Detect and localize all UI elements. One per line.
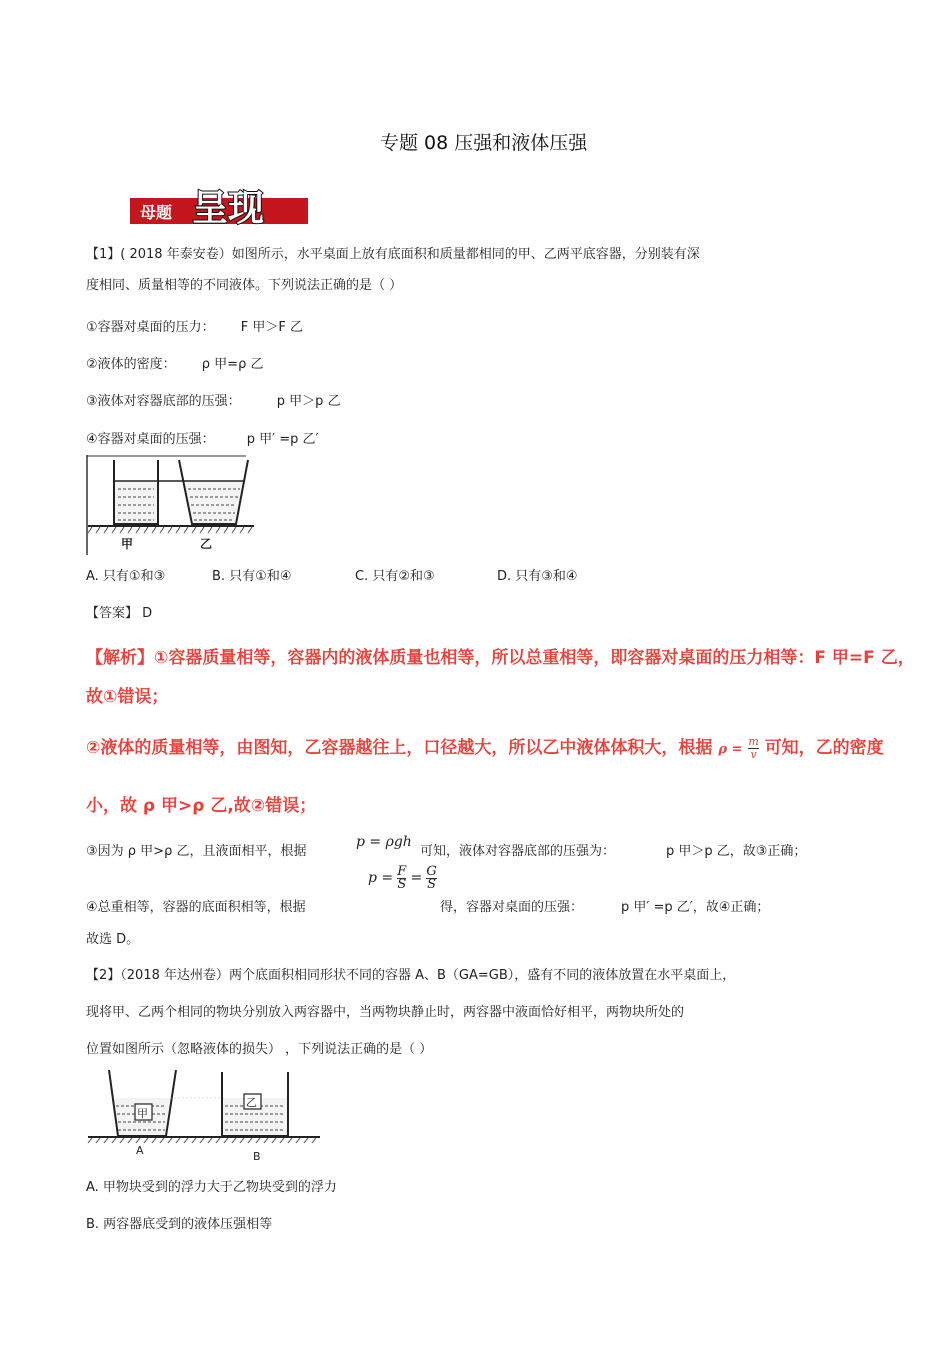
- q1-option-a: A. 只有①和③: [86, 569, 166, 584]
- q2-option-b: B. 两容器底受到的液体压强相等: [86, 1217, 273, 1232]
- analysis-line3: [86, 733, 884, 761]
- q1-statement-2: [86, 353, 263, 372]
- q2-container-diagram: [86, 1070, 322, 1166]
- tabletop-hatching: [88, 1138, 316, 1143]
- statement-label: ①容器对桌面的压力：: [86, 320, 215, 335]
- q1-conclusion: 故选 D。: [86, 932, 140, 947]
- statement-value: p 甲′ =p 乙′: [246, 432, 319, 447]
- q1-figure: [86, 455, 256, 555]
- analysis-line6-mid: 得，容器对桌面的压强：: [440, 900, 584, 915]
- label-jia: 甲: [121, 537, 134, 551]
- fraction-f-over-s: [397, 866, 406, 891]
- block-yi-label: 乙: [246, 1096, 257, 1109]
- statement-value: ρ 甲=ρ 乙: [201, 357, 264, 372]
- q2-stem-line1: 【2】（2018 年达州卷）两个底面积相同形状不同的容器 A、B（GA=GB），盛有不同的液体放置在水平桌面上，: [86, 968, 736, 983]
- q1-option-d: D. 只有③和④: [497, 569, 578, 584]
- mother-question-banner: [130, 182, 308, 226]
- q1-option-b: B. 只有①和④: [212, 569, 292, 584]
- statement-value: p 甲＞p 乙: [276, 394, 341, 409]
- q1-container-diagram: [86, 455, 256, 555]
- analysis-line6-end: p 甲′ =p 乙′，故④正确；: [621, 900, 770, 915]
- analysis-text: 可知，乙的密度: [764, 738, 884, 758]
- q1-statement-4: [86, 428, 319, 447]
- fraction-numerator: m: [748, 734, 759, 748]
- analysis-line2: 故①错误；: [86, 687, 169, 707]
- banner-right-text: 呈现: [192, 188, 265, 226]
- statement-value: F 甲＞F 乙: [240, 320, 304, 335]
- q2-stem-line3: 位置如图所示（忽略液体的损失） ，下列说法正确的是（ ）: [86, 1042, 433, 1057]
- container-yi-liquid: [184, 481, 244, 524]
- block-jia-label: 甲: [137, 1107, 148, 1120]
- tabletop-hatching: [88, 527, 252, 533]
- analysis-line4: 小，故 ρ 甲>ρ 乙,故②错误；: [86, 796, 317, 816]
- analysis-text: ②液体的质量相等，由图知，乙容器越往上，口径越大，所以乙中液体体积大，根据: [86, 738, 713, 758]
- statement-label: ④容器对桌面的压强：: [86, 432, 215, 447]
- density-formula-lhs: ρ =: [718, 742, 743, 757]
- formula-lhs: p =: [368, 870, 394, 886]
- analysis-line6: ④总重相等，容器的底面积相等，根据: [86, 900, 306, 915]
- analysis-line5-end: p 甲＞p 乙，故③正确；: [666, 844, 807, 859]
- banner-left-text: 母题: [140, 203, 173, 222]
- q2-option-a: A. 甲物块受到的浮力大于乙物块受到的浮力: [86, 1180, 337, 1195]
- fraction-g-over-s: [426, 866, 436, 891]
- fraction-numerator: F: [397, 864, 407, 879]
- pressure-formula: p = ρgh: [356, 834, 412, 850]
- q1-statement-3: [86, 390, 341, 409]
- analysis-line5: [86, 840, 306, 859]
- q1-answer: 【答案】 D: [86, 606, 153, 621]
- statement-label: ③液体对容器底部的压强：: [86, 394, 241, 409]
- density-fraction: [748, 736, 758, 761]
- fraction-numerator: G: [426, 864, 437, 879]
- q2-stem-line2: 现将甲、乙两个相同的物块分别放入两容器中，当两物块静止时，两容器中液面恰好相平，两物块所处的: [86, 1005, 685, 1020]
- analysis-line5-mid: 可知，液体对容器底部的压强为：: [420, 844, 616, 859]
- analysis-text: ③因为 ρ 甲>ρ 乙，且液面相平，根据: [86, 844, 307, 859]
- fraction-denominator: S: [397, 877, 407, 892]
- q2-figure: [86, 1070, 322, 1166]
- fraction-denominator: S: [427, 877, 436, 892]
- container-jia-liquid: [114, 481, 158, 524]
- equals-sign: =: [410, 870, 423, 886]
- q1-option-c: C. 只有②和③: [355, 569, 435, 584]
- label-yi: 乙: [200, 537, 213, 551]
- label-a: A: [136, 1144, 144, 1157]
- fraction-denominator: v: [750, 747, 757, 761]
- banner-graphic: [130, 182, 308, 226]
- q1-statement-1: [86, 316, 303, 335]
- q1-stem-line1: 【1】( 2018 年泰安卷）如图所示，水平桌面上放有底面积和质量都相同的甲、乙两平底容器，分别装有深: [86, 247, 700, 262]
- q1-stem-line2: 度相同、质量相等的不同液体。下列说法正确的是（ ）: [86, 278, 403, 293]
- page-title: 专题 08 压强和液体压强: [380, 132, 588, 154]
- label-b: B: [253, 1150, 261, 1163]
- pressure-fraction-formula: [368, 866, 437, 891]
- analysis-line1: 【解析】①容器质量相等，容器内的液体质量也相等，所以总重相等，即容器对桌面的压力相等：F 甲=F 乙，: [86, 648, 915, 668]
- statement-label: ②液体的密度：: [86, 357, 176, 372]
